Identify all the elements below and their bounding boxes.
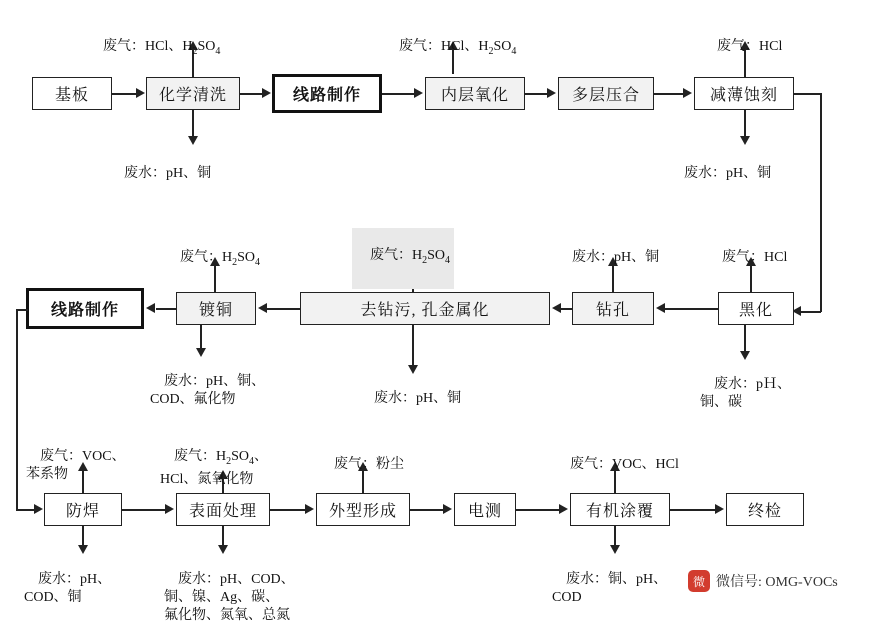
node-profiling[interactable] [316,493,410,526]
connector-copper-water [200,325,202,349]
watermark-text: 微信号: OMG-VOCs [716,575,838,590]
node-label: 多层压合 [571,87,640,104]
connector-circuit2-wrap-h-top [16,309,28,311]
node-thin-etching[interactable] [694,77,794,110]
arrowhead [443,504,452,514]
connector-circuit2-wrap-v [16,309,18,510]
connector-wrap-to-blacken [800,311,821,313]
node-desmear-metallization[interactable] [300,292,550,325]
connector-desmear-water [412,325,414,367]
arrowhead [656,303,665,313]
node-copper-plating[interactable] [176,292,256,325]
emission-gas-profiling: 废气：粉尘 [334,457,404,472]
node-label: 防焊 [65,503,100,520]
arrowhead [715,504,724,514]
connector-clean-circuit1 [240,93,262,95]
node-electrical-test[interactable] [454,493,516,526]
emission-gas-surface-treatment: 废气：$H_2SO_4$、 HCl、氮氧化物 [160,449,269,487]
arrowhead [683,88,692,98]
connector-surface-water [222,526,224,546]
node-label: 线路制作 [50,302,119,319]
arrowhead [547,88,556,98]
node-organic-coating[interactable] [570,493,670,526]
node-label: 黑化 [738,302,773,319]
node-label: 表面处理 [188,503,257,520]
connector-drill-desmear [560,308,572,310]
wechat-icon: 微 [688,570,710,592]
node-label: 有机涂覆 [585,503,654,520]
emission-water-solder-mask: 废水：pH、 COD、铜 [24,572,112,605]
emission-water-drilling: 废水：pH、铜 [572,250,660,265]
node-label: 内层氧化 [440,87,509,104]
connector-solder-water [82,526,84,546]
arrowhead [740,136,750,145]
node-drilling[interactable] [572,292,654,325]
connector-circuit1-innerox [382,93,414,95]
emission-water-thin-etching: 废水：pH、铜 [684,166,772,181]
emission-gas-copper-plating: 废气：$H_2SO_4$ [180,250,261,268]
node-label: 终检 [747,503,782,520]
node-final-inspection[interactable] [726,493,804,526]
node-lamination[interactable] [558,77,654,110]
emission-gas-chem-clean: 废气：HCl、$H_2SO_4$ [103,39,221,57]
connector-desmear-copper [266,308,300,310]
emission-gas-blackening: 废气：HCl [722,250,788,265]
node-label: 化学清洗 [158,87,227,104]
node-substrate[interactable] [32,77,112,110]
arrowhead [552,303,561,313]
connector-profiling-etest [410,509,443,511]
connector-substrate-clean [112,93,136,95]
node-label: 基板 [54,87,89,104]
emission-gas-circuit1: 废气：HCl、$H_2SO_4$ [399,39,517,57]
watermark-footer [688,570,838,592]
connector-etest-coating [516,509,559,511]
connector-copper-circuit2 [156,308,176,310]
connector-coating-final [670,509,715,511]
arrowhead [559,504,568,514]
emission-water-chem-clean: 废水：pH、铜 [124,166,212,181]
emission-gas-organic-coating: 废气：VOC、HCl [570,457,679,472]
node-blackening[interactable] [718,292,794,325]
connector-coating-water [614,526,616,546]
emission-water-organic-coating: 废水：铜、pH、 COD [552,572,668,605]
connector-surface-profiling [270,509,305,511]
node-circuit-fabrication-2[interactable] [26,288,144,329]
node-label: 钻孔 [595,302,630,319]
connector-blacken-drill [664,308,718,310]
emission-water-desmear: 废水：pH、铜 [374,391,462,406]
node-label: 线路制作 [292,87,361,104]
arrowhead [136,88,145,98]
node-label: 去钻污, 孔金属化 [360,302,490,319]
connector-wrap-to-solder [16,509,36,511]
node-label: 外型形成 [328,503,397,520]
arrowhead [262,88,271,98]
arrowhead [146,303,155,313]
node-circuit-fabrication-1[interactable] [272,74,382,113]
arrowhead [305,504,314,514]
emission-water-blackening: 废水：pＨ、 铜、碳 [700,377,791,410]
emission-water-surface-treatment: 废水：pH、COD、 铜、镍、Ag、碳、 氟化物、氮氧、总氮 [164,572,295,623]
connector-blacken-water [744,325,746,352]
node-label: 电测 [467,503,502,520]
connector-innerox-lamination [525,93,547,95]
emission-gas-solder-mask: 废气：VOC、 苯系物 [26,449,126,482]
arrowhead [34,504,43,514]
emission-water-copper-plating: 废水：pH、铜、 COD、氟化物 [150,374,266,407]
connector-lamination-thin [654,93,683,95]
connector-solder-surface [122,509,165,511]
emission-gas-thin-etching: 废气：HCl [717,39,783,54]
connector-thin-wrap-h [794,93,822,95]
node-label: 镀铜 [198,302,233,319]
node-inner-oxidation[interactable] [425,77,525,110]
connector-thin-water [744,110,746,137]
node-label: 减薄蚀刻 [709,87,778,104]
node-chem-clean[interactable] [146,77,240,110]
arrowhead [188,136,198,145]
arrowhead [414,88,423,98]
connector-thin-wrap-v [820,93,822,312]
connector-clean-water [192,110,194,137]
emission-gas-desmear: 废气：$H_2SO_4$ [352,228,454,289]
arrowhead [258,303,267,313]
